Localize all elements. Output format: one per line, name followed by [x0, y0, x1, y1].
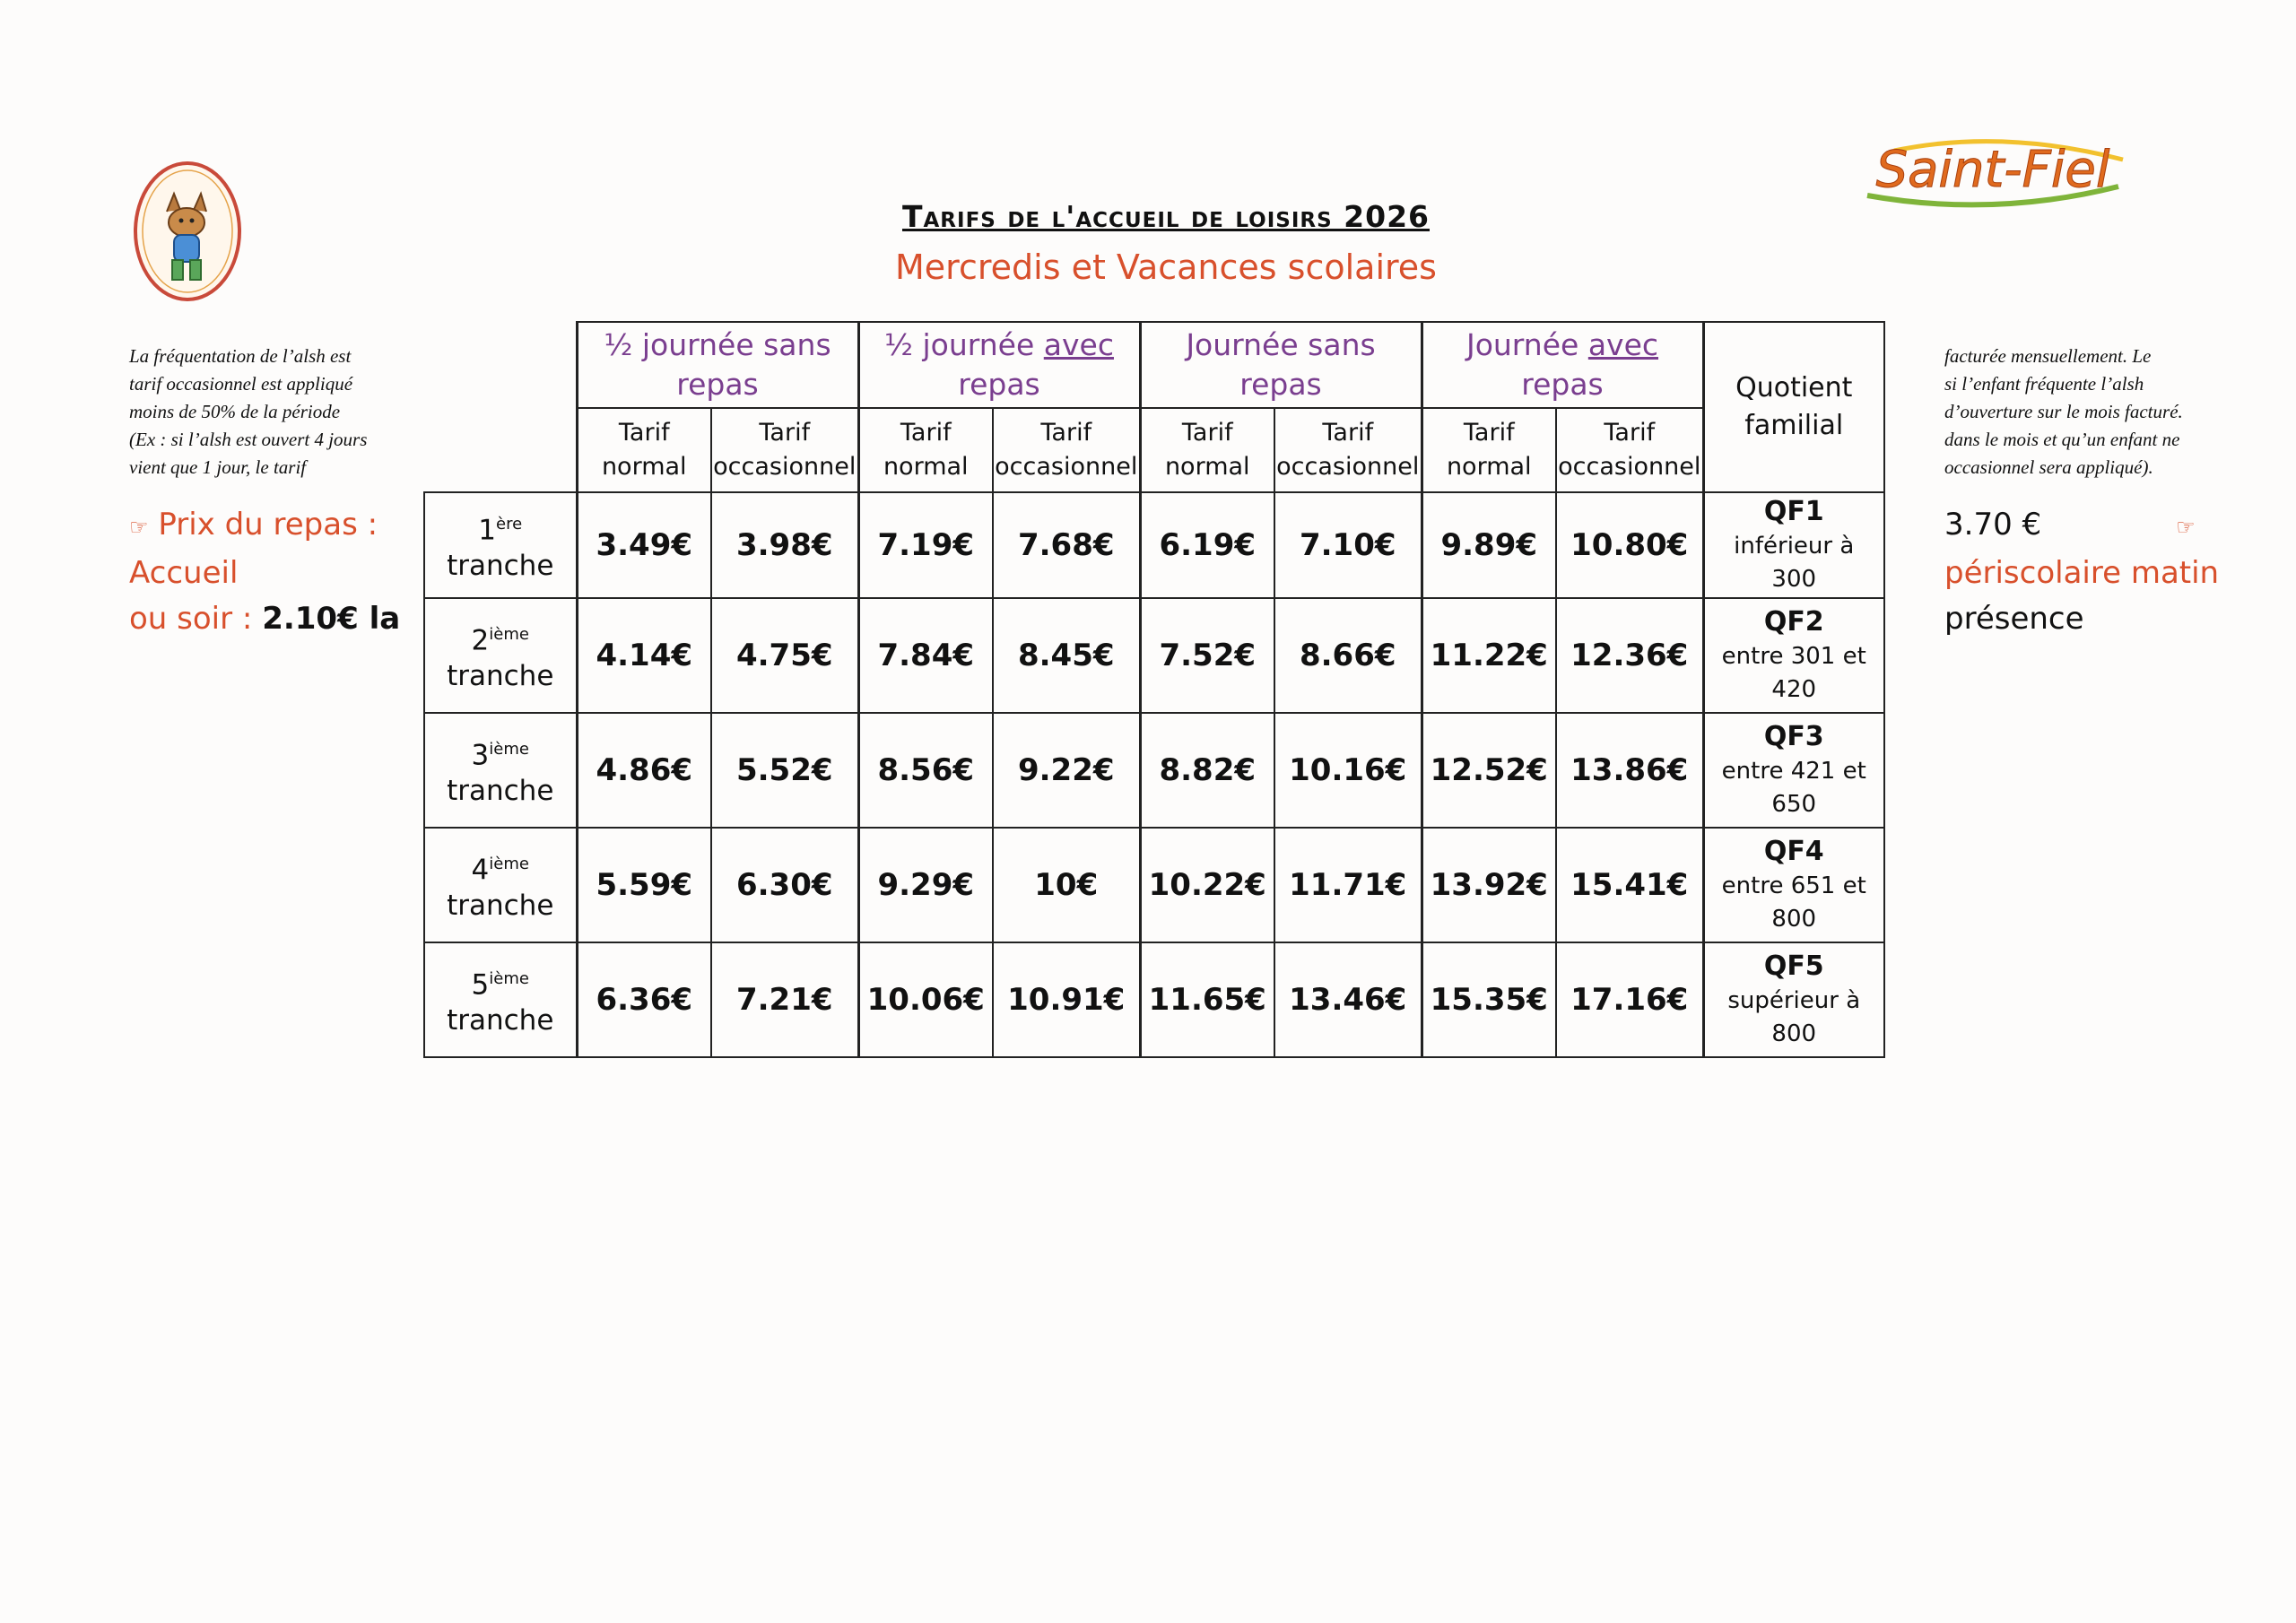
subheader-occasionnel: Tarif occasionnel: [1274, 408, 1422, 492]
price-cell: 11.22€: [1422, 598, 1556, 713]
qf-cell: QF5 supérieur à 800: [1703, 942, 1884, 1057]
page-subtitle: Mercredis et Vacances scolaires: [895, 247, 1437, 287]
price-cell: 7.10€: [1274, 492, 1422, 598]
price-cell: 17.16€: [1556, 942, 1703, 1057]
group-header: Journée sans repas: [1140, 322, 1422, 408]
price-cell: 6.19€: [1140, 492, 1274, 598]
price-cell: 5.59€: [577, 828, 711, 942]
les-ptits-loups-logo: [131, 158, 244, 305]
qf-cell: QF1 inférieur à 300: [1703, 492, 1884, 598]
price-cell: 11.71€: [1274, 828, 1422, 942]
page-title: Tarifs de l'accueil de loisirs 2026: [901, 199, 1430, 234]
tranche-label: 4ième tranche: [424, 828, 577, 942]
price-cell: 7.21€: [711, 942, 858, 1057]
qf-cell: QF2 entre 301 et 420: [1703, 598, 1884, 713]
qf-cell: QF3 entre 421 et 650: [1703, 713, 1884, 828]
repas-price-left: ☞ Prix du repas : Accueil ou soir : 2.10€ la: [129, 507, 401, 637]
pointing-hand-icon: ☞: [2176, 515, 2196, 540]
tranche-label: 5ième tranche: [424, 942, 577, 1057]
price-cell: 10€: [993, 828, 1140, 942]
price-cell: 10.22€: [1140, 828, 1274, 942]
note-left: La fréquentation de l’alsh est tarif occasionnel est appliqué moins de 50% de la période (Ex : si l’alsh est ouvert 4 jours vient que 1 jour, le tarif: [129, 345, 368, 478]
subheader-normal: Tarif normal: [1422, 408, 1556, 492]
subheader-normal: Tarif normal: [577, 408, 711, 492]
repas-price-right: 3.70 € ☞ périscolaire matin présence: [1944, 507, 2220, 637]
tranche-label: 3ième tranche: [424, 713, 577, 828]
price-cell: 7.68€: [993, 492, 1140, 598]
subheader-normal: Tarif normal: [1140, 408, 1274, 492]
price-cell: 4.75€: [711, 598, 858, 713]
saint-fiel-logo: [1858, 133, 2127, 213]
price-cell: 6.36€: [577, 942, 711, 1057]
subheader-occasionnel: Tarif occasionnel: [1556, 408, 1703, 492]
price-cell: 15.35€: [1422, 942, 1556, 1057]
table-row: [424, 828, 1884, 942]
group-header: Journée avec repas: [1422, 322, 1703, 408]
note-right: facturée mensuellement. Le si l’enfant fréquente l’alsh d’ouverture sur le mois facturé. dans le mois et qu’un enfant ne occasionnel sera appliqué).: [1944, 345, 2183, 478]
qf-cell: QF4 entre 651 et 800: [1703, 828, 1884, 942]
price-cell: 8.45€: [993, 598, 1140, 713]
price-cell: 10.06€: [858, 942, 993, 1057]
qf-header: Quotient familial: [1703, 322, 1884, 492]
svg-text:Saint-Fiel: Saint-Fiel: [1875, 141, 2110, 199]
price-cell: 10.80€: [1556, 492, 1703, 598]
price-cell: 8.82€: [1140, 713, 1274, 828]
price-cell: 13.46€: [1274, 942, 1422, 1057]
tranche-label: 1ère tranche: [424, 492, 577, 598]
table-row: [424, 492, 1884, 598]
price-cell: 10.16€: [1274, 713, 1422, 828]
price-cell: 9.89€: [1422, 492, 1556, 598]
group-header: ½ journée sans repas: [577, 322, 858, 408]
table-row: [424, 713, 1884, 828]
price-cell: 12.36€: [1556, 598, 1703, 713]
table-row: [424, 942, 1884, 1057]
price-cell: 7.84€: [858, 598, 993, 713]
table-row: [424, 598, 1884, 713]
subheader-occasionnel: Tarif occasionnel: [711, 408, 858, 492]
price-cell: 12.52€: [1422, 713, 1556, 828]
price-cell: 11.65€: [1140, 942, 1274, 1057]
price-cell: 4.86€: [577, 713, 711, 828]
price-cell: 8.66€: [1274, 598, 1422, 713]
price-cell: 7.52€: [1140, 598, 1274, 713]
wolf-mascot-icon: [131, 158, 244, 305]
price-cell: 3.49€: [577, 492, 711, 598]
empty-corner-cell: [424, 322, 577, 492]
price-cell: 13.86€: [1556, 713, 1703, 828]
price-cell: 15.41€: [1556, 828, 1703, 942]
pointing-hand-icon: ☞: [129, 515, 149, 540]
subheader-row: [424, 408, 1884, 492]
price-cell: 4.14€: [577, 598, 711, 713]
group-header: ½ journée avec repas: [858, 322, 1140, 408]
price-cell: 7.19€: [858, 492, 993, 598]
subheader-occasionnel: Tarif occasionnel: [993, 408, 1140, 492]
subheader-normal: Tarif normal: [858, 408, 993, 492]
price-cell: 13.92€: [1422, 828, 1556, 942]
price-cell: 5.52€: [711, 713, 858, 828]
tarifs-table: [423, 321, 1885, 1058]
price-cell: 9.29€: [858, 828, 993, 942]
tranche-label: 2ième tranche: [424, 598, 577, 713]
price-cell: 8.56€: [858, 713, 993, 828]
price-cell: 9.22€: [993, 713, 1140, 828]
price-cell: 6.30€: [711, 828, 858, 942]
price-cell: 3.98€: [711, 492, 858, 598]
price-cell: 10.91€: [993, 942, 1140, 1057]
